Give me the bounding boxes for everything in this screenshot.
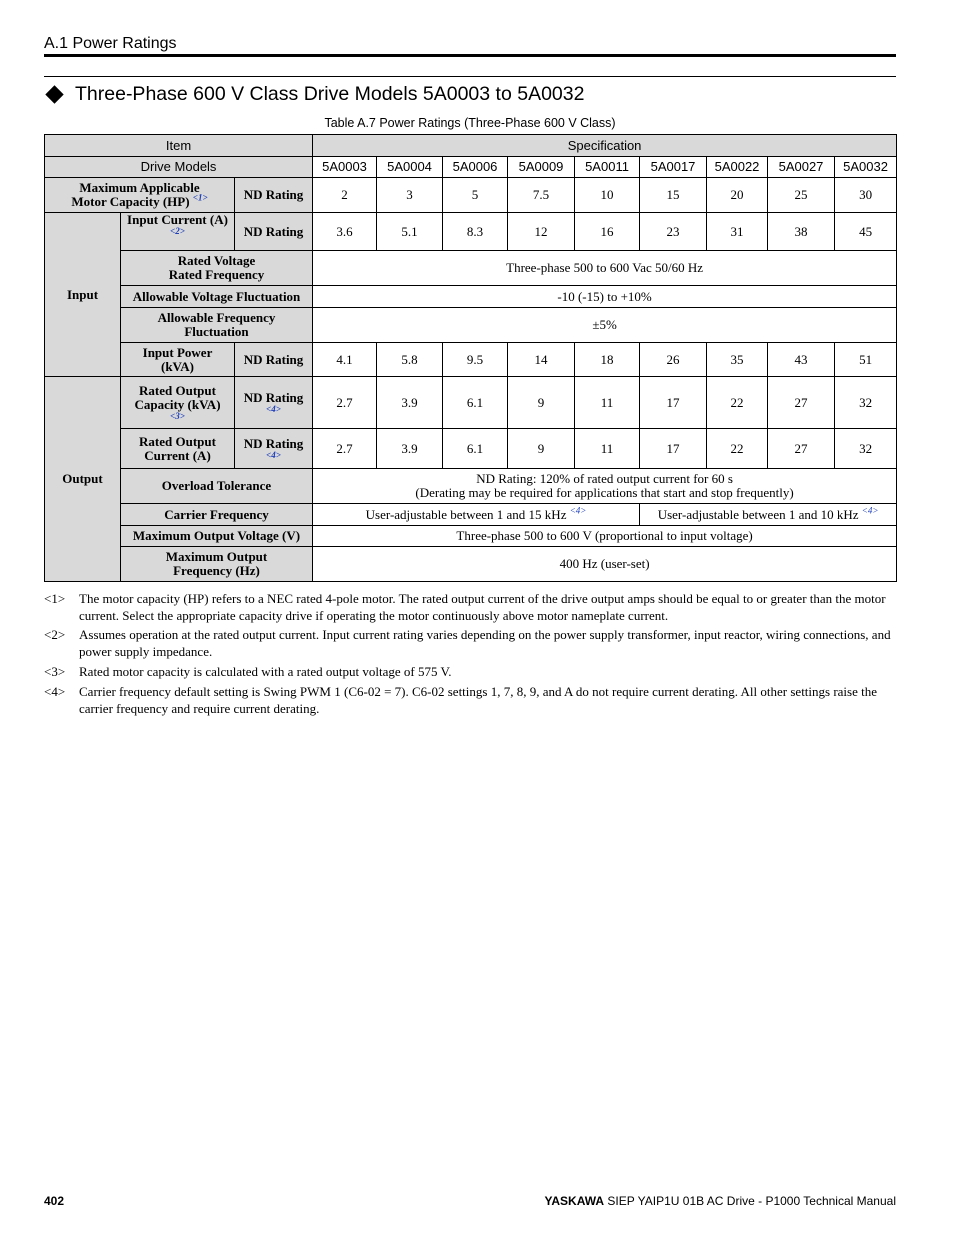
section-header: A.1 Power Ratings xyxy=(44,35,177,52)
output-current-label: Rated Output Current (A) xyxy=(121,429,235,469)
footnote-ref[interactable]: <3> xyxy=(170,411,185,421)
value-cell: 5 xyxy=(443,178,508,213)
value-cell: 32 xyxy=(835,377,897,429)
model-header: 5A0027 xyxy=(768,157,835,178)
value-cell: 2.7 xyxy=(313,429,377,469)
page-number: 402 xyxy=(44,1194,65,1208)
footnote xyxy=(44,626,896,660)
value-cell: 3.6 xyxy=(313,213,377,251)
value-cell: 17 xyxy=(640,377,707,429)
carrier-frequency-value-b: User-adjustable between 1 and 10 kHz $^{<4>}$ xyxy=(640,504,897,526)
value-cell: 27 xyxy=(768,429,835,469)
section-heading xyxy=(44,83,584,106)
item-header: Item xyxy=(45,135,313,157)
value-cell: 16 xyxy=(575,213,640,251)
carrier-frequency-value-a: User-adjustable between 1 and 15 kHz $^{<4>}$ xyxy=(313,504,640,526)
nd-rating-label: ND Rating xyxy=(235,213,313,251)
model-header: 5A0006 xyxy=(443,157,508,178)
overload-tolerance-value: ND Rating: 120% of rated output current for 60 s (Derating may be required for applications that start and stop frequently) xyxy=(313,469,897,504)
max-output-voltage-value: Three-phase 500 to 600 V (proportional to input voltage) xyxy=(313,526,897,547)
value-cell: 12 xyxy=(508,213,575,251)
value-cell: 18 xyxy=(575,343,640,377)
value-cell: 2.7 xyxy=(313,377,377,429)
carrier-frequency-label: Carrier Frequency xyxy=(121,504,313,526)
value-cell: 15 xyxy=(640,178,707,213)
footnote-number: <2> xyxy=(44,627,66,642)
value-cell: 27 xyxy=(768,377,835,429)
model-header: 5A0003 xyxy=(313,157,377,178)
value-cell: 32 xyxy=(835,429,897,469)
manual-footer xyxy=(544,1194,896,1208)
value-cell: 6.1 xyxy=(443,377,508,429)
manual-title: SIEP YAIP1U 01B AC Drive - P1000 Technical Manual xyxy=(607,1194,896,1208)
value-cell: 43 xyxy=(768,343,835,377)
value-cell: 20 xyxy=(707,178,768,213)
heading-text: Three-Phase 600 V Class Drive Models 5A0003 to 5A0032 xyxy=(75,83,585,105)
footnote-ref[interactable]: <4> xyxy=(266,450,281,460)
value-cell: 9 xyxy=(508,377,575,429)
footnote-text: Assumes operation at the rated output current. Input current rating varies depending on the power supply transformer, input reactor, wiring connections, and power supply impedance. xyxy=(79,627,891,659)
value-cell: 38 xyxy=(768,213,835,251)
footnote-text: Rated motor capacity is calculated with a rated output voltage of 575 V. xyxy=(79,664,452,679)
value-cell: 45 xyxy=(835,213,897,251)
footnote-ref[interactable]: <4> xyxy=(266,404,281,414)
value-cell: 31 xyxy=(707,213,768,251)
value-cell: 14 xyxy=(508,343,575,377)
power-ratings-table xyxy=(44,134,897,582)
diamond-bullet-icon xyxy=(45,85,63,103)
header-rule xyxy=(44,54,896,57)
model-header: 5A0004 xyxy=(377,157,443,178)
frequency-fluctuation-label: Allowable Frequency Fluctuation xyxy=(121,308,313,343)
footnote xyxy=(44,663,896,680)
footnote-number: <3> xyxy=(44,664,66,679)
value-cell: 35 xyxy=(707,343,768,377)
footnote-text: The motor capacity (HP) refers to a NEC rated 4-pole motor. The rated output current of the drive output amps should be equal to or greater than the motor current. Select the appropriate capacity drive if operating the motor continuously above motor nameplate current. xyxy=(79,591,886,623)
max-motor-label: Maximum Applicable Motor Capacity (HP) $^{<1>}$ xyxy=(45,178,235,213)
value-cell: 6.1 xyxy=(443,429,508,469)
brand-name: YASKAWA xyxy=(544,1194,605,1208)
value-cell: 3.9 xyxy=(377,429,443,469)
drive-models-label: Drive Models xyxy=(45,157,313,178)
output-capacity-label: Rated Output Capacity (kVA) <3> xyxy=(121,377,235,429)
value-cell: 23 xyxy=(640,213,707,251)
value-cell: 11 xyxy=(575,429,640,469)
value-cell: 4.1 xyxy=(313,343,377,377)
nd-rating-label: ND Rating <4> xyxy=(235,429,313,469)
footnote-text: Carrier frequency default setting is Swing PWM 1 (C6-02 = 7). C6-02 settings 1, 7, 8, 9, and A do not require current derating. All other settings raise the carrier frequency and require current derating. xyxy=(79,684,878,716)
nd-rating-label: ND Rating xyxy=(235,178,313,213)
input-group-label: Input xyxy=(45,213,121,377)
value-cell: 22 xyxy=(707,377,768,429)
footnote xyxy=(44,683,896,717)
value-cell: 17 xyxy=(640,429,707,469)
max-output-voltage-label: Maximum Output Voltage (V) xyxy=(121,526,313,547)
value-cell: 10 xyxy=(575,178,640,213)
value-cell: 5.8 xyxy=(377,343,443,377)
footnote-ref[interactable]: <1> xyxy=(192,192,208,203)
rated-voltage-value: Three-phase 500 to 600 Vac 50/60 Hz xyxy=(313,251,897,286)
table-caption: Table A.7 Power Ratings (Three-Phase 600 V Class) xyxy=(324,116,616,130)
value-cell: 11 xyxy=(575,377,640,429)
input-power-label: Input Power (kVA) xyxy=(121,343,235,377)
nd-rating-label: ND Rating <4> xyxy=(235,377,313,429)
value-cell: 25 xyxy=(768,178,835,213)
footnote-ref[interactable]: <2> xyxy=(170,226,185,236)
value-cell: 3 xyxy=(377,178,443,213)
output-group-label: Output xyxy=(45,377,121,582)
value-cell: 3.9 xyxy=(377,377,443,429)
value-cell: 30 xyxy=(835,178,897,213)
value-cell: 8.3 xyxy=(443,213,508,251)
max-output-frequency-value: 400 Hz (user-set) xyxy=(313,547,897,582)
model-header: 5A0009 xyxy=(508,157,575,178)
value-cell: 22 xyxy=(707,429,768,469)
nd-rating-label: ND Rating xyxy=(235,343,313,377)
model-header: 5A0032 xyxy=(835,157,897,178)
spec-header: Specification xyxy=(313,135,897,157)
overload-tolerance-label: Overload Tolerance xyxy=(121,469,313,504)
value-cell: 7.5 xyxy=(508,178,575,213)
value-cell: 51 xyxy=(835,343,897,377)
header-rule-thin xyxy=(44,76,896,77)
footnote-number: <4> xyxy=(44,684,66,699)
footnote-ref[interactable]: <4> xyxy=(861,505,879,516)
footnote-number: <1> xyxy=(44,591,66,606)
input-current-label: Input Current (A) <2> xyxy=(121,213,235,251)
value-cell: 26 xyxy=(640,343,707,377)
max-output-frequency-label: Maximum Output Frequency (Hz) xyxy=(121,547,313,582)
model-header: 5A0011 xyxy=(575,157,640,178)
value-cell: 9 xyxy=(508,429,575,469)
value-cell: 5.1 xyxy=(377,213,443,251)
model-header: 5A0017 xyxy=(640,157,707,178)
value-cell: 2 xyxy=(313,178,377,213)
model-header: 5A0022 xyxy=(707,157,768,178)
voltage-fluctuation-value: -10 (-15) to +10% xyxy=(313,286,897,308)
value-cell: 9.5 xyxy=(443,343,508,377)
footnote xyxy=(44,590,896,624)
footnote-ref[interactable]: <4> xyxy=(569,505,587,516)
rated-voltage-label: Rated Voltage Rated Frequency xyxy=(121,251,313,286)
frequency-fluctuation-value: ±5% xyxy=(313,308,897,343)
voltage-fluctuation-label: Allowable Voltage Fluctuation xyxy=(121,286,313,308)
